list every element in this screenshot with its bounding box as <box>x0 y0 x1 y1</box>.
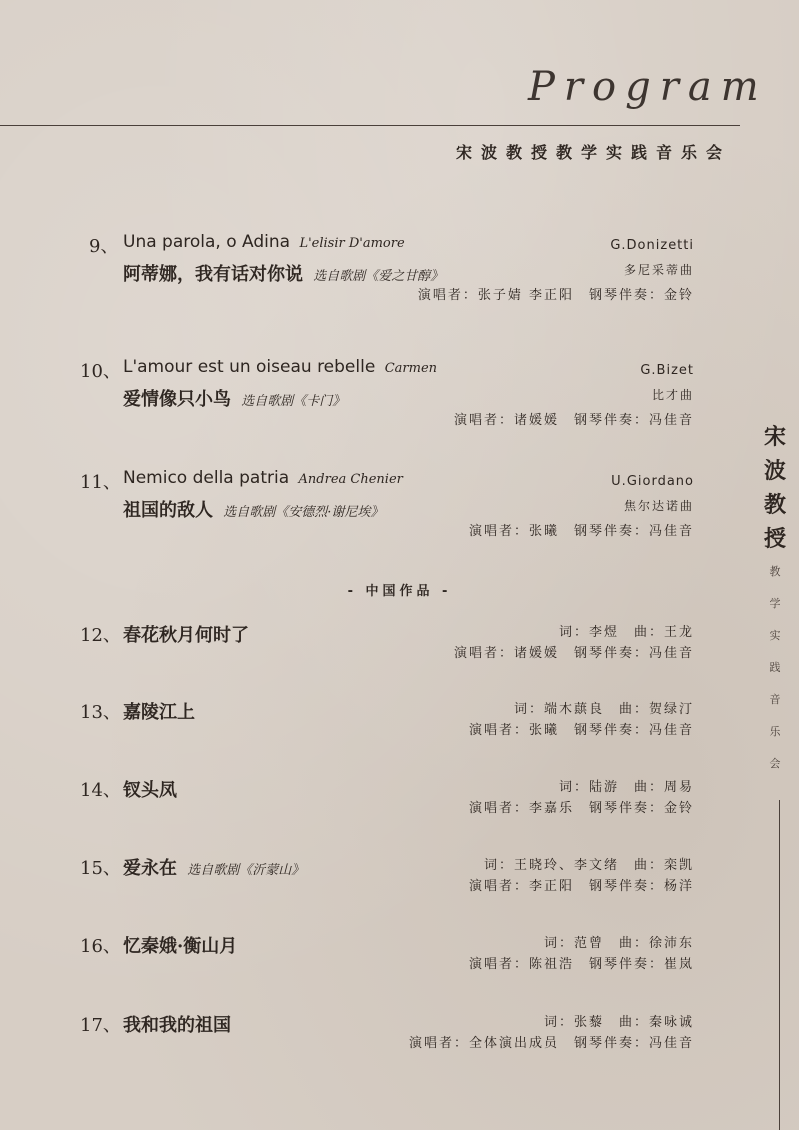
song-title-en: L'amour est un oiseau rebelle <box>123 357 376 377</box>
song-title-cn: 嘉陵江上 <box>123 702 195 723</box>
performers: 演唱者：张子婧 李正阳 钢琴伴奏：金铃 <box>417 288 694 303</box>
item-number: 9、 <box>89 236 119 257</box>
lyricist-composer: 词：陆游 曲：周易 <box>558 780 694 795</box>
item-number: 17、 <box>80 1015 121 1036</box>
performers: 演唱者：张曦 钢琴伴奏：冯佳音 <box>468 723 694 738</box>
title-cn <box>123 496 383 522</box>
lyricist-composer: 词：端木蕻良 曲：贺绿汀 <box>513 702 694 717</box>
title-cn <box>123 854 304 880</box>
concert-title: 宋波教授教学实践音乐会 <box>455 143 731 162</box>
song-title-cn: 阿蒂娜，我有话对你说 <box>123 264 303 285</box>
side-char: 会 <box>769 757 781 770</box>
title-cn <box>123 260 443 286</box>
side-char: 学 <box>769 597 781 610</box>
title-en <box>123 357 437 377</box>
item-number: 14、 <box>80 780 121 801</box>
source-opera: 选自歌剧《沂蒙山》 <box>187 863 305 878</box>
item-number: 13、 <box>80 702 121 723</box>
song-title-cn: 春花秋月何时了 <box>123 625 249 646</box>
side-char: 实 <box>769 629 781 642</box>
header-rule <box>0 125 740 126</box>
item-number: 15、 <box>80 858 121 879</box>
item-number: 11、 <box>80 472 121 493</box>
performers: 演唱者：陈祖浩 钢琴伴奏：崔岚 <box>468 957 694 972</box>
composer-cn: 多尼采蒂曲 <box>623 263 694 277</box>
source-opera: 选自歌剧《安德烈·谢尼埃》 <box>223 505 384 520</box>
title-cn <box>123 385 345 411</box>
side-char: 践 <box>769 661 781 674</box>
performers: 演唱者：诸媛媛 钢琴伴奏：冯佳音 <box>453 413 694 428</box>
title-en <box>123 232 405 252</box>
opera-name: L'elisir D'amore <box>299 236 405 251</box>
item-number: 16、 <box>80 936 121 957</box>
song-title-cn: 忆秦娥·衡山月 <box>123 936 238 957</box>
lyricist-composer: 词：张藜 曲：秦咏诚 <box>543 1015 694 1030</box>
opera-name: Carmen <box>384 361 438 376</box>
song-title-cn: 爱永在 <box>123 858 177 879</box>
side-char: 授 <box>763 526 786 552</box>
performers: 演唱者：全体演出成员 钢琴伴奏：冯佳音 <box>408 1036 694 1051</box>
performers: 演唱者：李嘉乐 钢琴伴奏：金铃 <box>468 801 694 816</box>
title-en <box>123 468 403 488</box>
composer-en: G.Bizet <box>640 363 694 378</box>
performers: 演唱者：张曦 钢琴伴奏：冯佳音 <box>468 524 694 539</box>
side-char: 波 <box>763 458 786 484</box>
source-opera: 选自歌剧《卡门》 <box>241 394 346 409</box>
composer-en: G.Donizetti <box>610 238 694 253</box>
song-title-en: Nemico della patria <box>123 468 290 488</box>
side-char: 乐 <box>769 725 781 738</box>
item-number: 12、 <box>80 625 121 646</box>
side-char: 音 <box>769 693 781 706</box>
song-title-en: Una parola, o Adina <box>123 232 291 252</box>
song-title-cn: 钗头凤 <box>123 780 177 801</box>
opera-name: Andrea Chenier <box>298 472 403 487</box>
side-char: 教 <box>769 565 781 578</box>
song-title-cn: 爱情像只小鸟 <box>123 389 231 410</box>
source-opera: 选自歌剧《爱之甘醇》 <box>313 269 444 284</box>
section-heading-chinese-works: - 中国作品 - <box>347 584 452 599</box>
performers: 演唱者：李正阳 钢琴伴奏：杨洋 <box>468 879 694 894</box>
song-title-cn: 我和我的祖国 <box>123 1015 231 1036</box>
song-title-cn: 祖国的敌人 <box>123 500 213 521</box>
side-vertical-title <box>760 420 790 780</box>
composer-cn: 焦尔达诺曲 <box>623 499 694 513</box>
side-char: 宋 <box>763 424 786 450</box>
lyricist-composer: 词：李煜 曲：王龙 <box>558 625 694 640</box>
performers: 演唱者：诸媛媛 钢琴伴奏：冯佳音 <box>453 646 694 661</box>
side-char: 教 <box>763 492 786 518</box>
lyricist-composer: 词：范曾 曲：徐沛东 <box>543 936 694 951</box>
composer-cn: 比才曲 <box>651 388 694 402</box>
item-number: 10、 <box>80 361 121 382</box>
lyricist-composer: 词：王晓玲、李文绪 曲：栾凯 <box>483 858 694 873</box>
program-heading: Program <box>528 64 768 110</box>
side-rule <box>779 800 780 1130</box>
composer-en: U.Giordano <box>611 474 694 489</box>
